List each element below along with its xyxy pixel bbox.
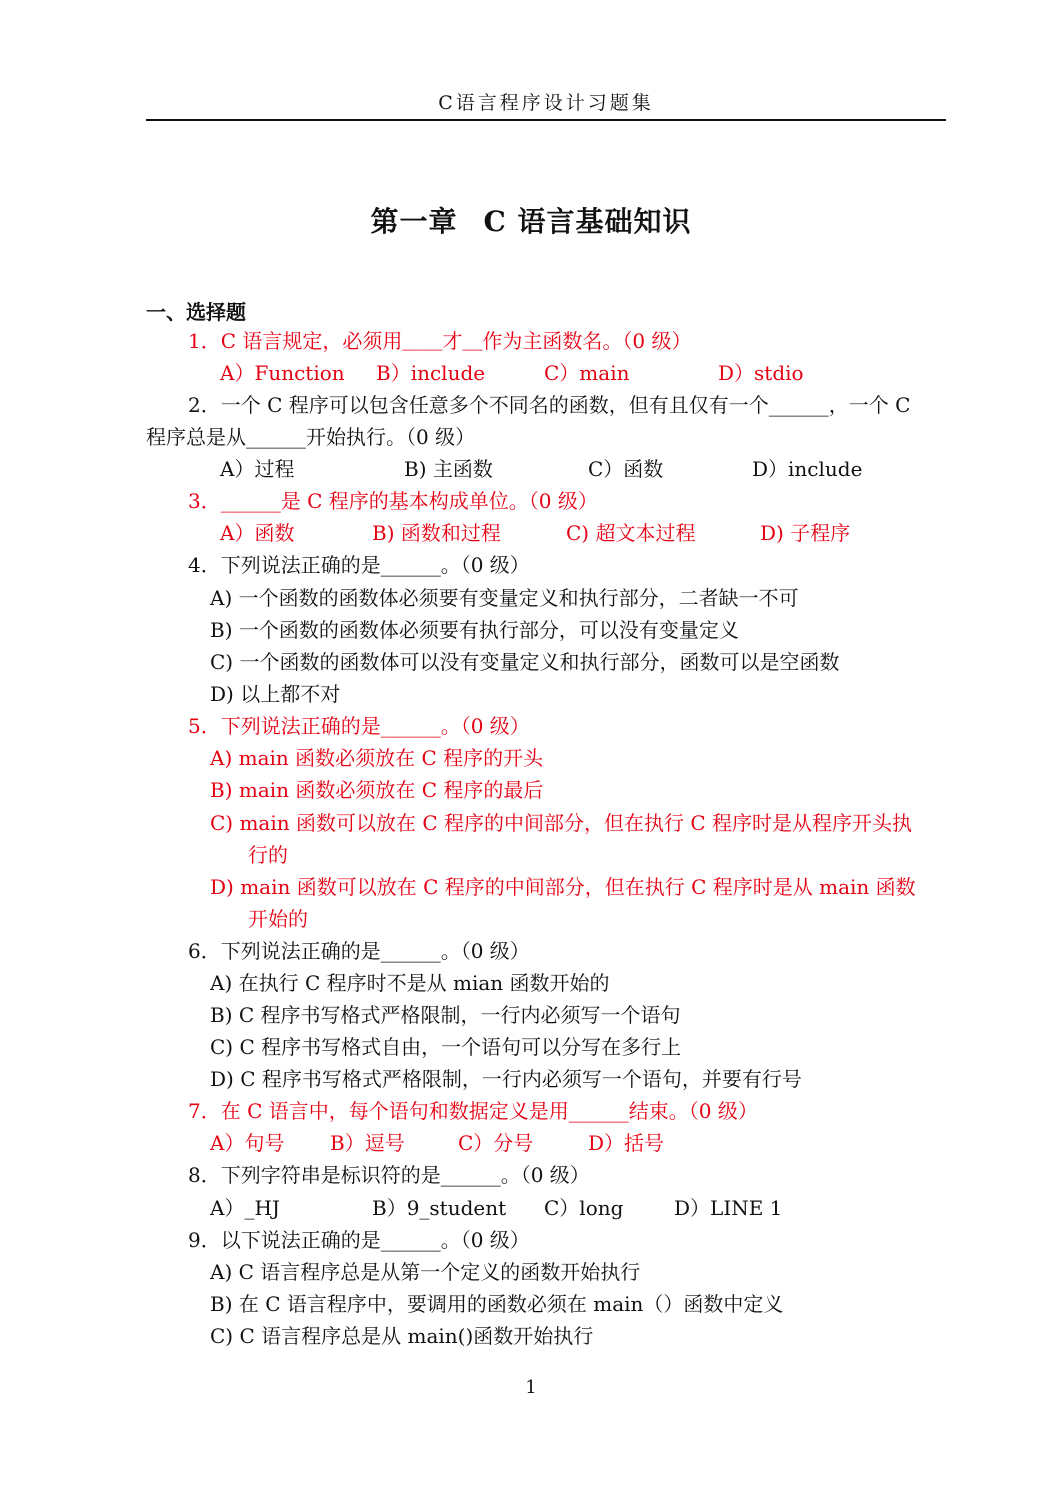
- question-4-option-b: B) 一个函数的函数体必须要有执行部分，可以没有变量定义: [210, 618, 739, 642]
- option-c: C）分号: [458, 1131, 534, 1155]
- question-7: 7．在 C 语言中，每个语句和数据定义是用______结束。（0 级）: [188, 1099, 758, 1123]
- page-number: 1: [525, 1377, 537, 1398]
- question-1-tail: 作为主函数名。（0 级）: [482, 329, 692, 353]
- option-c: C）main: [544, 361, 630, 385]
- question-6-option-c: C) C 程序书写格式自由，一个语句可以分写在多行上: [210, 1035, 682, 1059]
- question-8: 8．下列字符串是标识符的是______。（0 级）: [188, 1163, 590, 1187]
- question-5: 5．下列说法正确的是______。（0 级）: [188, 714, 530, 738]
- option-b: B) 函数和过程: [372, 521, 501, 545]
- question-6-option-b: B) C 程序书写格式严格限制，一行内必须写一个语句: [210, 1003, 681, 1027]
- question-6-option-d: D) C 程序书写格式严格限制，一行内必须写一个语句，并要有行号: [210, 1067, 802, 1091]
- question-7-options: [0, 1129, 1062, 1157]
- question-3-options: [0, 519, 1062, 547]
- question-8-options: [0, 1194, 1062, 1222]
- option-c: C）函数: [588, 457, 664, 481]
- question-2-continued: 程序总是从______开始执行。（0 级）: [146, 425, 476, 449]
- question-5-option-d-continued: 开始的: [248, 907, 308, 931]
- question-6: 6．下列说法正确的是______。（0 级）: [188, 939, 530, 963]
- header-rule: [146, 119, 946, 121]
- option-b: B）9_student: [372, 1196, 507, 1220]
- option-b: B）逗号: [330, 1131, 405, 1155]
- question-9-option-c: C) C 语言程序总是从 main()函数开始执行: [210, 1324, 594, 1348]
- question-3: 3．______是 C 程序的基本构成单位。（0 级）: [188, 489, 598, 513]
- option-a: A）Function: [220, 361, 345, 385]
- question-1: [188, 327, 691, 355]
- question-1-stem: 1．C 语言规定，必须用: [188, 329, 403, 353]
- section-title: 一、选择题: [146, 300, 246, 324]
- option-d: D）stdio: [718, 361, 804, 385]
- question-1-answer-blank: ＿＿才＿: [402, 329, 483, 353]
- question-4-option-d: D) 以上都不对: [210, 682, 341, 706]
- question-1-options: [0, 359, 1062, 387]
- question-2-options: [0, 455, 1062, 483]
- option-d: D）LINE 1: [674, 1196, 783, 1220]
- chapter-number: 第一章: [370, 205, 458, 238]
- option-d: D) 子程序: [760, 521, 851, 545]
- option-d: D）include: [752, 457, 863, 481]
- chapter-heading: [0, 200, 1062, 240]
- option-d: D）括号: [588, 1131, 665, 1155]
- chapter-title: C 语言基础知识: [483, 205, 692, 238]
- option-b: B) 主函数: [404, 457, 493, 481]
- question-9-option-b: B) 在 C 语言程序中，要调用的函数必须在 main（）函数中定义: [210, 1292, 784, 1316]
- running-header: C语言程序设计习题集: [438, 92, 654, 114]
- option-a: A）过程: [220, 457, 295, 481]
- question-9-option-a: A) C 语言程序总是从第一个定义的函数开始执行: [210, 1260, 641, 1284]
- question-4: 4．下列说法正确的是______。（0 级）: [188, 553, 530, 577]
- option-c: C）long: [544, 1196, 624, 1220]
- question-4-option-c: C) 一个函数的函数体可以没有变量定义和执行部分，函数可以是空函数: [210, 650, 840, 674]
- question-5-option-d: D) main 函数可以放在 C 程序的中间部分，但在执行 C 程序时是从 main 函数: [210, 875, 916, 899]
- question-5-option-a: A) main 函数必须放在 C 程序的开头: [210, 746, 544, 770]
- question-4-option-a: A) 一个函数的函数体必须要有变量定义和执行部分，二者缺一不可: [210, 586, 799, 610]
- option-b: B）include: [376, 361, 486, 385]
- question-5-option-c: C) main 函数可以放在 C 程序的中间部分，但在执行 C 程序时是从程序开头执: [210, 811, 913, 835]
- question-5-option-b: B) main 函数必须放在 C 程序的最后: [210, 778, 544, 802]
- option-a: A）句号: [210, 1131, 285, 1155]
- option-a: A）_HJ: [210, 1196, 280, 1220]
- question-9: 9．以下说法正确的是______。（0 级）: [188, 1228, 530, 1252]
- question-5-option-c-continued: 行的: [248, 843, 288, 867]
- question-2: 2．一个 C 程序可以包含任意多个不同名的函数，但有且仅有一个______，一个 C: [188, 393, 911, 417]
- option-c: C) 超文本过程: [566, 521, 696, 545]
- option-a: A）函数: [220, 521, 295, 545]
- question-6-option-a: A) 在执行 C 程序时不是从 mian 函数开始的: [210, 971, 610, 995]
